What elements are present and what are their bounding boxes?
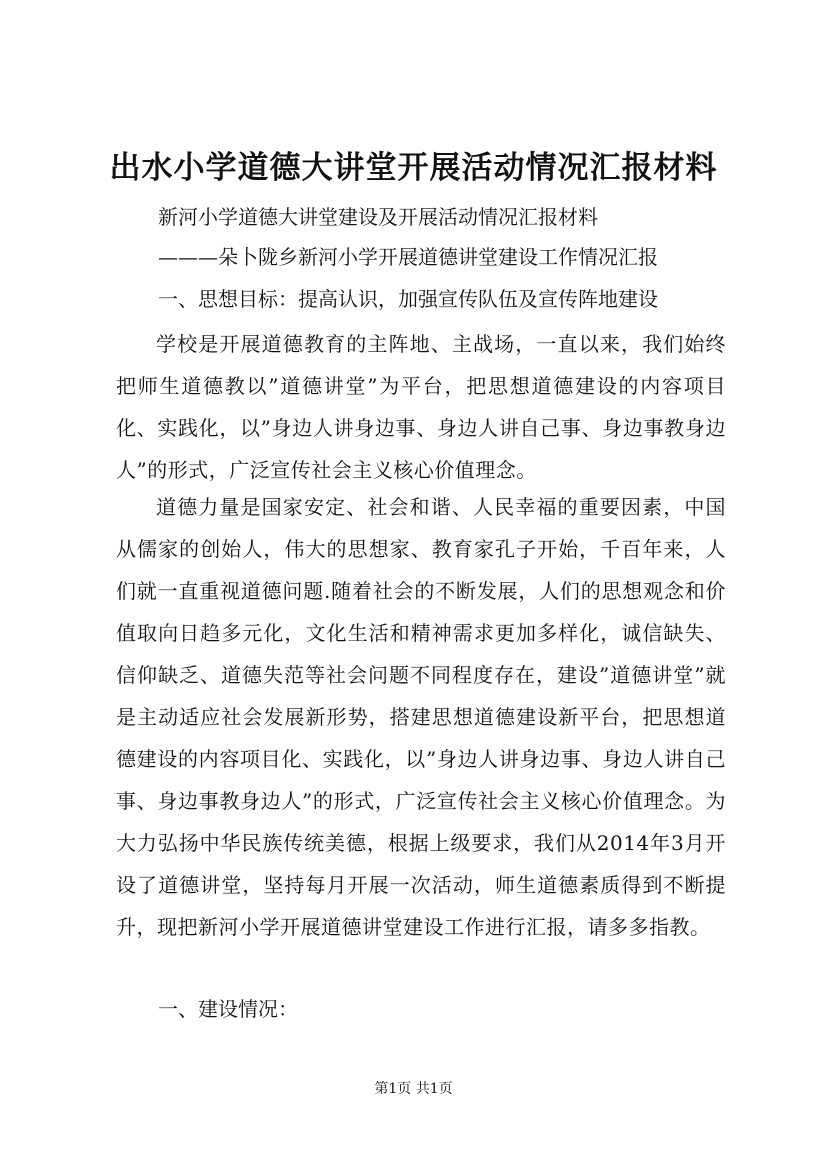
section-heading: 一、思想目标：提高认识，加强宣传队伍及宣传阵地建设 xyxy=(158,287,658,311)
paragraph-1: 学校是开展道德教育的主阵地、主战场，一直以来，我们始终把师生道德教以”道德讲堂”为平台，把思想道德建设的内容项目化、实践化，以”身边人讲身边事、身边人讲自己事、身边事教身边人”的形式，广泛宣传社会主义核心价值理念。 xyxy=(116,332,726,482)
page-number-footer: 第1页 共1页 xyxy=(374,1081,453,1097)
document-title: 出水小学道德大讲堂开展活动情况汇报材料 xyxy=(109,150,718,186)
document-subtitle: 新河小学道德大讲堂建设及开展活动情况汇报材料 xyxy=(158,205,598,229)
document-byline: ———朵卜陇乡新河小学开展道德讲堂建设工作情况汇报 xyxy=(158,245,658,269)
subsection-heading: 一、建设情况： xyxy=(158,997,298,1021)
paragraph-2: 道德力量是国家安定、社会和谐、人民幸福的重要因素，中国从儒家的创始人，伟大的思想家、教育家孔子开始，千百年来，人们就一直重视道德问题.随着社会的不断发展，人们的思想观念和价值取向日趋多元化，文化生活和精神需求更加多样化，诚信缺失、信仰缺乏、道德失范等社会问题不同程度存在，建设”道德讲堂”就是主动适应社会发展新形势，搭建思想道德建设新平台，把思想道德建设的内容项目化、实践化，以”身边人讲身边事、身边人讲自己事、身边事教身边人”的形式，广泛宣传社会主义核心价值理念。为大力弘扬中华民族传统美德，根据上级要求，我们从2014年3月开设了道德讲堂，坚持每月开展一次活动，师生道德素质得到不断提升，现把新河小学开展道德讲堂建设工作进行汇报，请多多指教。 xyxy=(116,495,726,939)
